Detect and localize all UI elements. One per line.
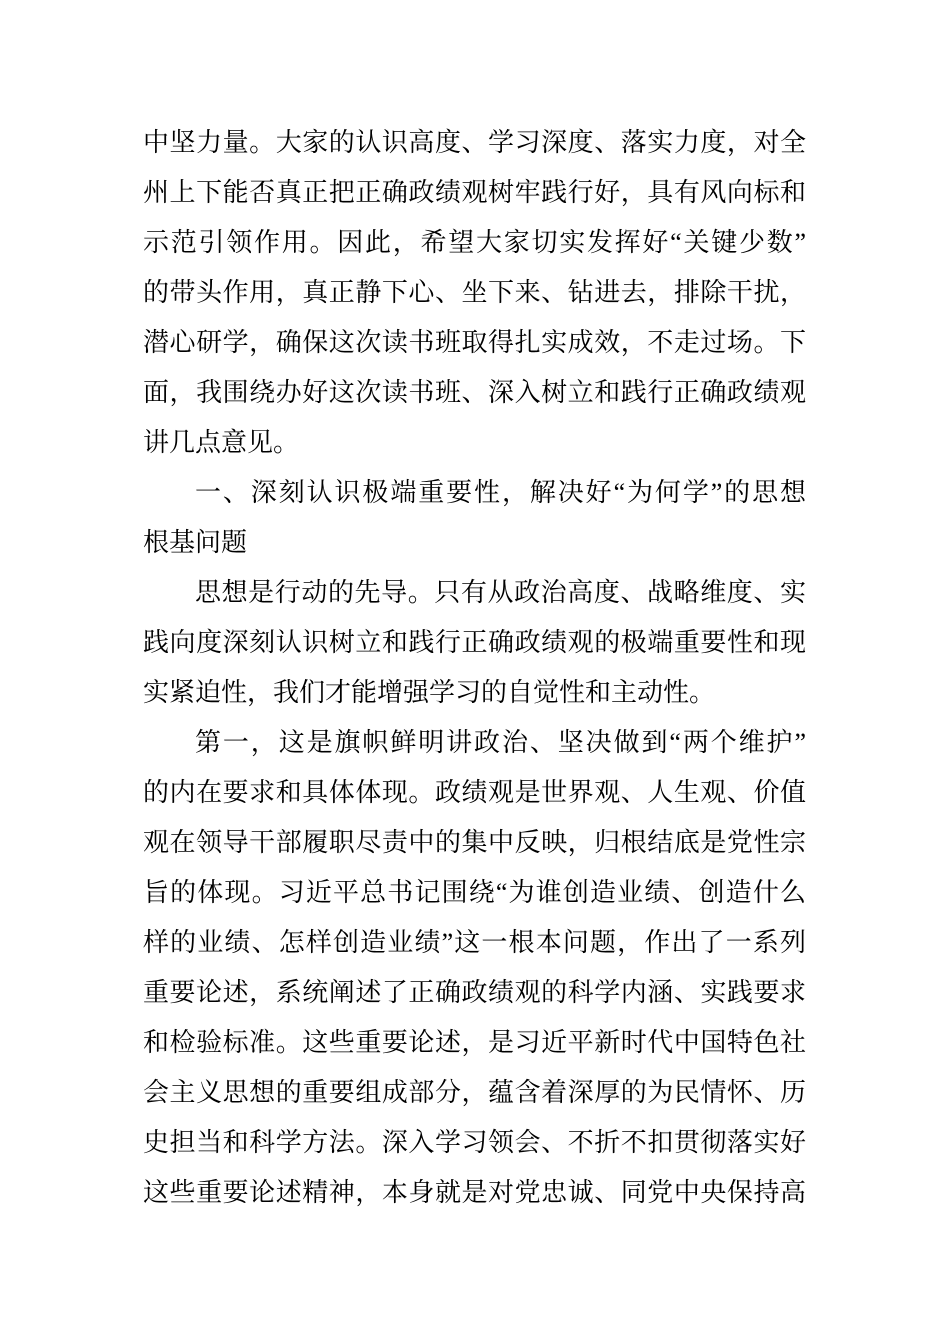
text-line: 潜心研学，确保这次读书班取得扎实成效，不走过场。下 <box>143 328 806 357</box>
section-heading-line: 一、深刻认识极端重要性，解决好“为何学”的思想 <box>195 478 806 507</box>
text-line: 第一，这是旗帜鲜明讲政治、坚决做到“两个维护” <box>195 728 806 757</box>
text-line: 史担当和科学方法。深入学习领会、不折不扣贯彻落实好 <box>143 1128 806 1157</box>
text-line: 会主义思想的重要组成部分，蕴含着深厚的为民情怀、历 <box>143 1078 806 1107</box>
text-line: 样的业绩、怎样创造业绩”这一根本问题，作出了一系列 <box>143 928 806 957</box>
text-line: 中坚力量。大家的认识高度、学习深度、落实力度，对全 <box>143 128 806 157</box>
text-line: 和检验标准。这些重要论述，是习近平新时代中国特色社 <box>143 1028 806 1057</box>
text-line: 重要论述，系统阐述了正确政绩观的科学内涵、实践要求 <box>143 978 806 1007</box>
text-line: 的带头作用，真正静下心、坐下来、钻进去，排除干扰， <box>143 278 806 307</box>
text-line: 示范引领作用。因此，希望大家切实发挥好“关键少数” <box>143 228 806 257</box>
text-line: 这些重要论述精神，本身就是对党忠诚、同党中央保持高 <box>143 1178 806 1207</box>
text-line: 旨的体现。习近平总书记围绕“为谁创造业绩、创造什么 <box>143 878 806 907</box>
section-heading-line: 根基问题 <box>143 528 248 557</box>
text-line: 观在领导干部履职尽责中的集中反映，归根结底是党性宗 <box>143 828 806 857</box>
text-line: 实紧迫性，我们才能增强学习的自觉性和主动性。 <box>143 678 716 707</box>
document-body <box>143 118 806 1218</box>
text-line: 的内在要求和具体体现。政绩观是世界观、人生观、价值 <box>143 778 806 807</box>
text-line: 州上下能否真正把正确政绩观树牢践行好，具有风向标和 <box>143 178 806 207</box>
text-line: 讲几点意见。 <box>143 428 300 457</box>
text-line: 践向度深刻认识树立和践行正确政绩观的极端重要性和现 <box>143 628 806 657</box>
text-line: 面，我围绕办好这次读书班、深入树立和践行正确政绩观 <box>143 378 806 407</box>
text-line: 思想是行动的先导。只有从政治高度、战略维度、实 <box>195 578 806 607</box>
